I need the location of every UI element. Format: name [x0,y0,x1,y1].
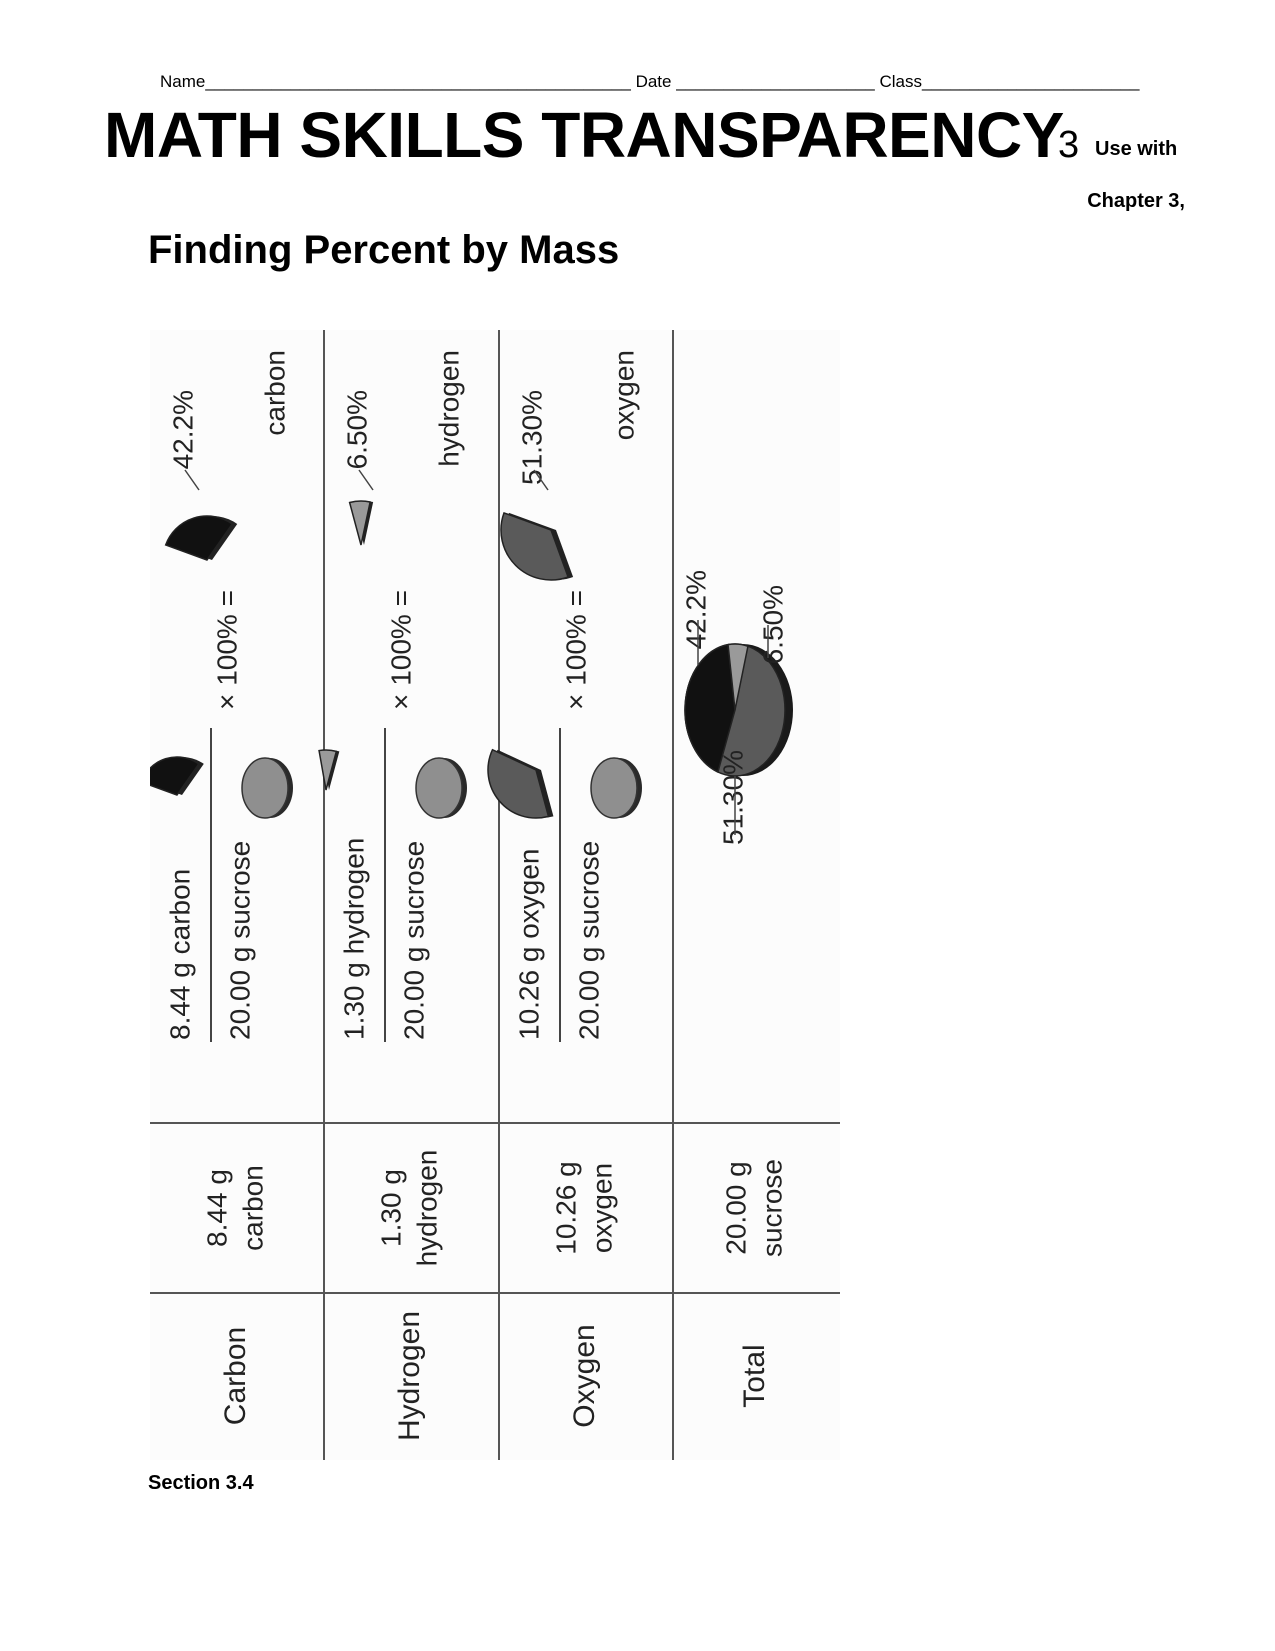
percent-hydrogen: 6.50% [341,390,373,470]
total-label-hydrogen: 6.50% [757,585,789,665]
element-label-oxygen: Oxygen [567,1324,601,1428]
mass-value-total: 20.00 g [720,1161,752,1255]
result-label-carbon: carbon [259,350,291,436]
header-fields: Name_____________________________________________ Date _____________________ Class_______________________ [160,72,1140,91]
element-label-total: Total [737,1344,771,1408]
element-label-carbon: Carbon [218,1326,252,1426]
sucrose-disc-icon-hydrogen [416,758,467,818]
mass-value-hydrogen: 1.30 g [375,1169,407,1247]
title-number: 3 [1058,124,1080,166]
mass-value-carbon: 8.44 g [201,1169,233,1247]
denominator-oxygen: 20.00 g sucrose [573,840,605,1040]
date-label: Date [635,72,672,91]
mass-value-oxygen: 10.26 g [550,1161,582,1255]
percent-oxygen: 51.30% [516,390,548,485]
multiplier-carbon: × 100% = [211,590,243,710]
mass-unit-hydrogen: hydrogen [411,1149,443,1267]
total-label-carbon: 42.2% [680,570,712,650]
multiplier-hydrogen: × 100% = [385,590,417,710]
page-subtitle: Finding Percent by Mass [148,228,620,272]
denominator-hydrogen: 20.00 g sucrose [398,840,430,1040]
denominator-carbon: 20.00 g sucrose [224,840,256,1040]
result-label-oxygen: oxygen [608,350,640,441]
element-label-hydrogen: Hydrogen [392,1310,426,1442]
numerator-oxygen: 10.26 g oxygen [513,848,545,1040]
mass-unit-oxygen: oxygen [586,1162,618,1254]
sucrose-disc-icon-oxygen [591,758,642,818]
page-title: MATH SKILLS TRANSPARENCY [104,99,1064,171]
numerator-carbon: 8.44 g carbon [164,868,196,1040]
percent-by-mass-figure [150,330,840,1460]
result-label-hydrogen: hydrogen [433,350,465,467]
mass-unit-total: sucrose [756,1158,788,1258]
chapter-label: Chapter 3, [1087,190,1185,212]
class-label: Class [879,72,923,91]
total-label-oxygen: 51.30% [717,750,749,845]
section-label: Section 3.4 [148,1472,254,1494]
numerator-hydrogen: 1.30 g hydrogen [338,837,370,1040]
percent-carbon: 42.2% [167,390,199,470]
sucrose-disc-icon-carbon [242,758,293,818]
use-with-label: Use with [1095,138,1178,160]
mass-unit-carbon: carbon [237,1165,269,1251]
name-label: Name [160,72,206,91]
multiplier-oxygen: × 100% = [560,590,592,710]
